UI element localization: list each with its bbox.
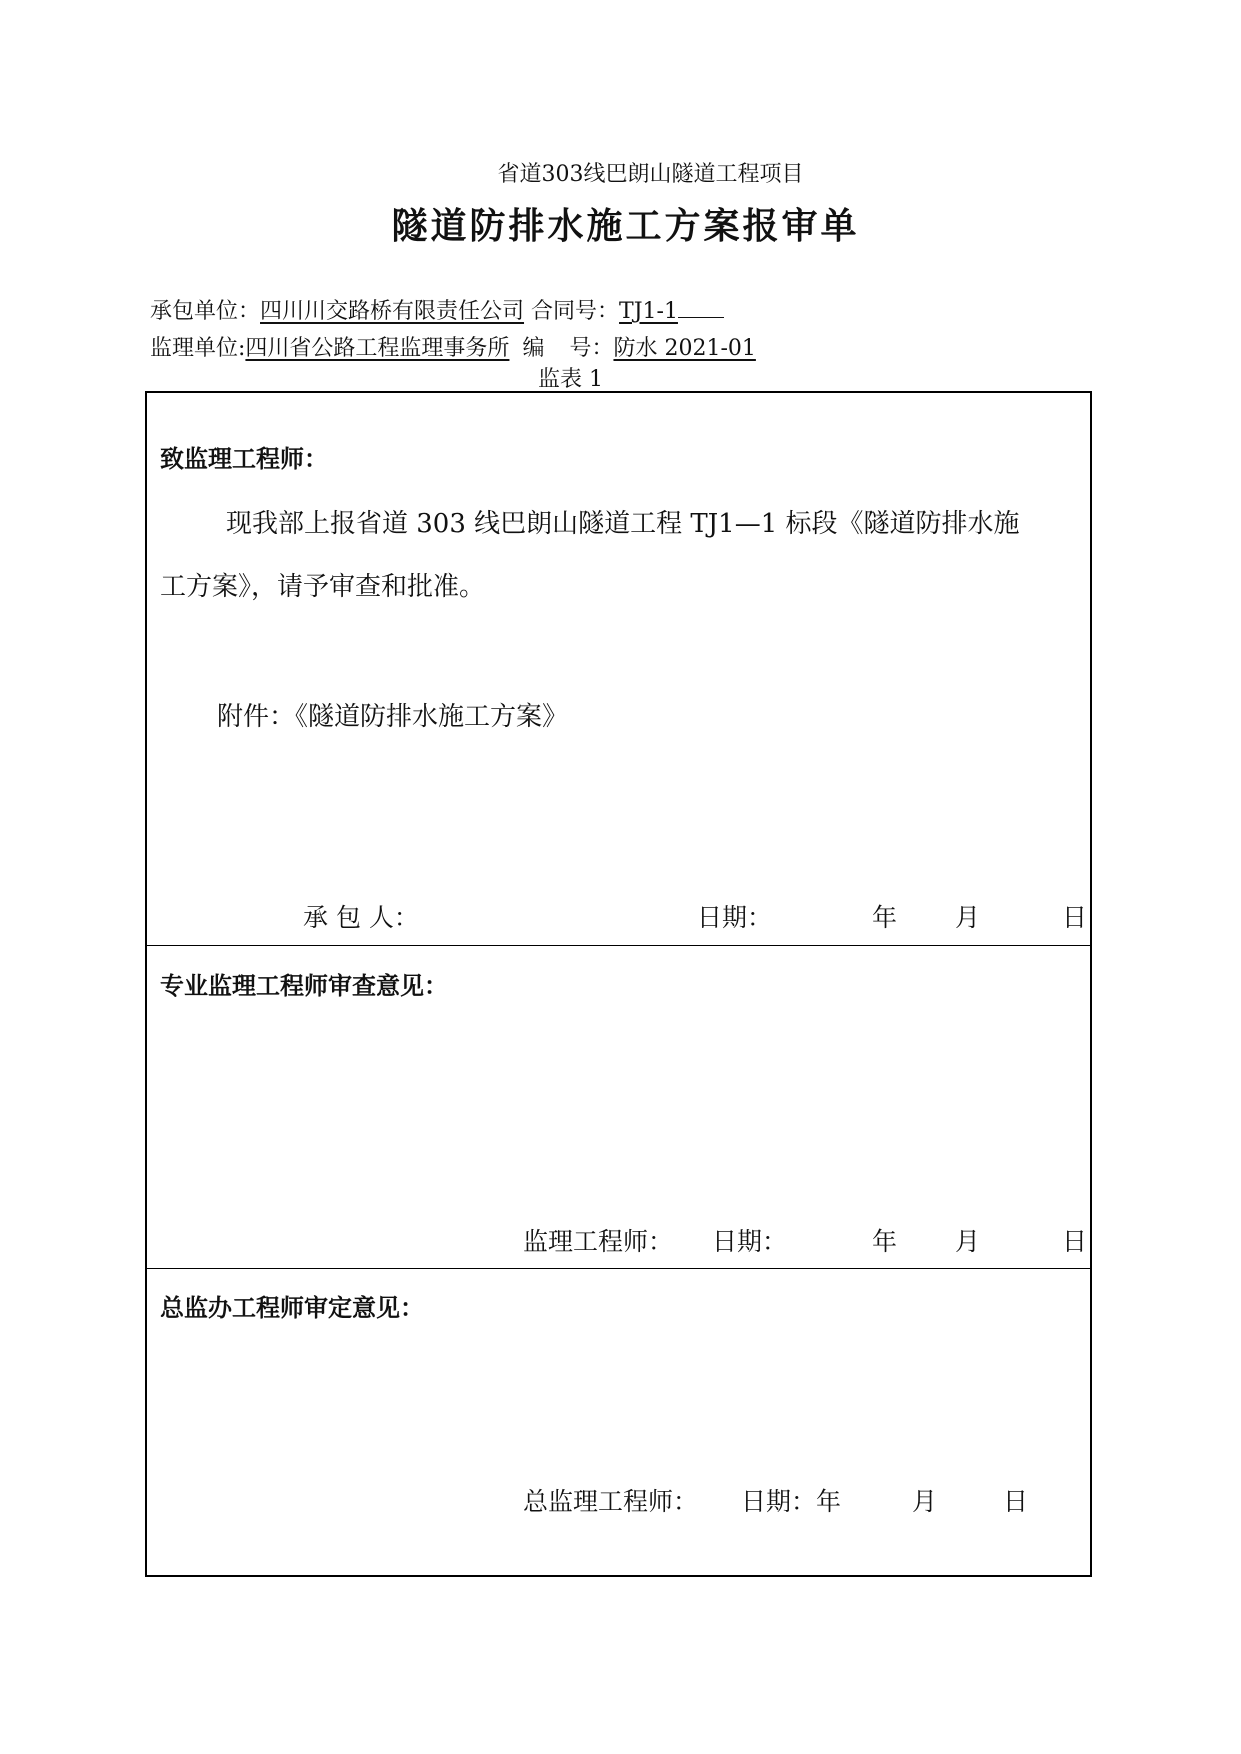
serial-label-2: 号： (569, 336, 614, 361)
section1-heading: 致监理工程师： (160, 444, 328, 473)
section1-paragraph-line1: 现我部上报省道 303 线巴朗山隧道工程 TJ1—1 标段《隧道防排水施 (226, 509, 1020, 539)
chief-engineer-signature-label: 总监理工程师： (523, 1487, 699, 1516)
section1-day: 日 (1062, 903, 1088, 932)
contract-no-label: 合同号： (531, 299, 620, 324)
section2-month: 月 (955, 1227, 981, 1256)
section1-month: 月 (955, 903, 981, 932)
engineer-signature-label: 监理工程师： (523, 1227, 674, 1256)
section3-date-label: 日期：年 (741, 1487, 842, 1516)
section2-day: 日 (1062, 1227, 1088, 1256)
page-title: 隧道防排水施工方案报审单 (391, 205, 860, 247)
supervisor-line (150, 331, 756, 362)
contractor-line (150, 294, 724, 325)
contract-no-value: TJ1-1 (619, 299, 678, 324)
contract-no-underline (678, 299, 724, 318)
section-divider-2 (145, 1268, 1092, 1269)
serial-value: 防水 2021-01 (613, 336, 756, 361)
contractor-signature-label: 承 包 人： (303, 903, 419, 932)
contractor-label: 承包单位： (150, 299, 261, 324)
section1-date-label: 日期： (697, 903, 773, 932)
section2-year: 年 (872, 1227, 898, 1256)
supervisor-value: 四川省公路工程监理事务所 (245, 336, 510, 361)
section1-paragraph-line2: 工方案》，请予审查和批准。 (160, 572, 486, 602)
section3-heading: 总监办工程师审定意见： (160, 1293, 424, 1322)
serial-label-1: 编 (522, 336, 545, 361)
project-name: 省道303线巴朗山隧道工程项目 (497, 162, 804, 187)
section3-month: 月 (912, 1487, 938, 1516)
supervisor-label: 监理单位: (150, 336, 246, 361)
form-code: 监表 1 (538, 367, 603, 392)
attachment-line: 附件：《隧道防排水施工方案》 (217, 702, 569, 732)
contractor-value: 四川川交路桥有限责任公司 (260, 299, 525, 324)
section2-date-label: 日期： (712, 1227, 788, 1256)
section-divider-1 (145, 945, 1092, 946)
section1-year: 年 (872, 903, 898, 932)
section3-day: 日 (1003, 1487, 1029, 1516)
section2-heading: 专业监理工程师审查意见： (160, 971, 448, 1000)
